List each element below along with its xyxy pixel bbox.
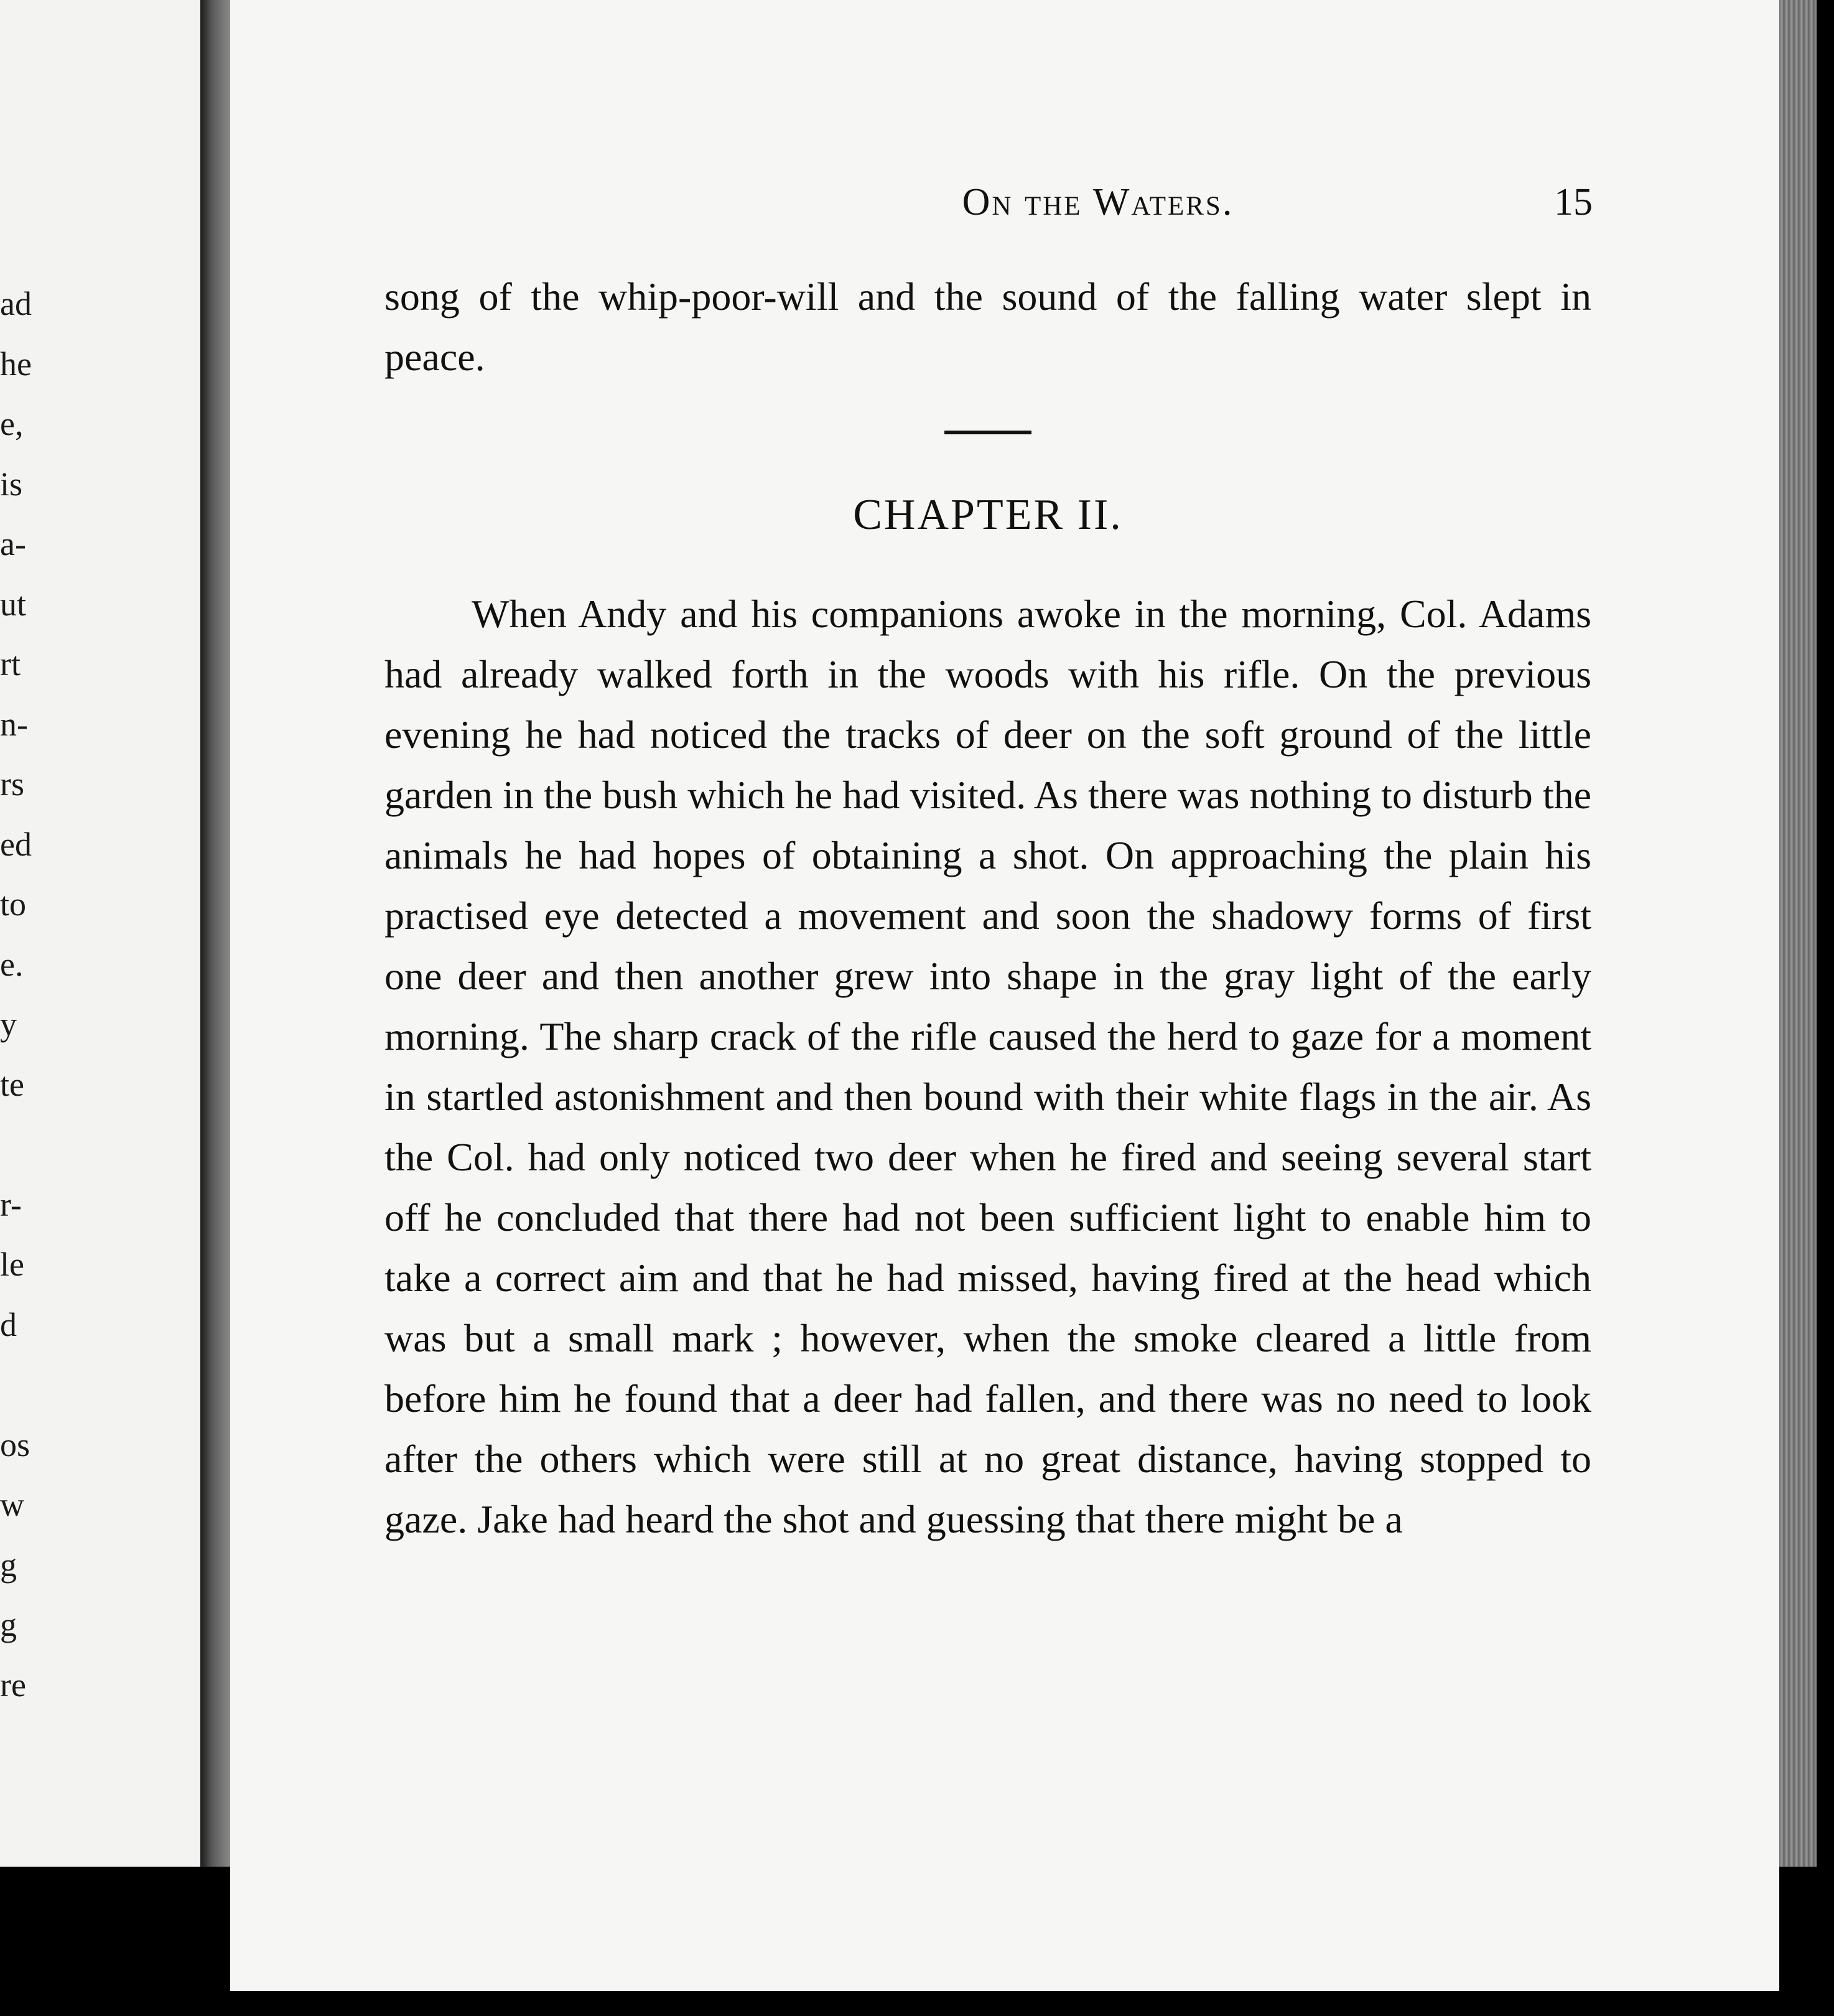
left-fragment: n-	[0, 705, 28, 743]
section-divider	[944, 431, 1031, 434]
left-fragment: ut	[0, 585, 27, 623]
continued-paragraph: song of the whip-poor-will and the sound of the falling water slept in peace.	[384, 274, 1591, 379]
left-fragment: rt	[0, 645, 21, 683]
left-fragment: e.	[0, 945, 24, 983]
left-fragment: w	[0, 1486, 24, 1523]
left-fragment: os	[0, 1426, 30, 1463]
previous-page-fragment	[0, 0, 200, 1867]
left-fragment: r-	[0, 1185, 22, 1223]
left-fragment: e,	[0, 405, 24, 442]
page-body	[384, 266, 1591, 1549]
left-fragment: rs	[0, 765, 24, 803]
left-fragment: he	[0, 345, 32, 383]
book-gutter	[200, 0, 230, 1867]
left-fragment: to	[0, 885, 27, 923]
left-page-line-fragments	[0, 274, 62, 1715]
page-edges	[1779, 0, 1817, 1867]
left-fragment: ed	[0, 825, 32, 863]
left-fragment: is	[0, 465, 23, 503]
left-fragment: a-	[0, 525, 26, 562]
left-fragment: re	[0, 1666, 26, 1704]
page-number: 15	[1554, 181, 1593, 223]
body-paragraph: When Andy and his companions awoke in the morning, Col. Adams had already walked forth in the woods with his rifle. On the previous evening he had noticed the tracks of deer on the soft ground of the little garden in the bush which he had visited. As there was nothing to disturb the animals he had hopes of obtaining a shot. On approaching the plain his practised eye detected a movement and soon the shadowy forms of first one deer and then another grew into shape in the gray light of the early morning. The sharp crack of the rifle caused the herd to gaze for a moment in startled astonishment and then bound with their white flags in the air. As the Col. had only noticed two deer when he fired and seeing several start off he concluded that there had not been sufficient light to enable him to take a correct aim and that he had missed, having fired at the head which was but a small mark ; however, when the smoke cleared a little from before him he found that a deer had fallen, and there was no need to look after the others which were still at no great distance, having stopped to gaze. Jake had heard the shot and guessing that there might be a	[384, 592, 1591, 1541]
left-fragment: g	[0, 1546, 17, 1584]
left-fragment: ad	[0, 285, 32, 322]
left-fragment: g	[0, 1606, 17, 1643]
left-fragment	[0, 1355, 62, 1415]
running-title: On the Waters.	[962, 181, 1234, 223]
left-fragment: te	[0, 1065, 24, 1103]
left-fragment: y	[0, 1006, 17, 1043]
left-fragment: d	[0, 1305, 17, 1343]
left-fragment: le	[0, 1246, 24, 1283]
book-page	[230, 0, 1779, 1991]
left-fragment	[0, 1114, 62, 1175]
chapter-title: CHAPTER II.	[853, 491, 1123, 539]
